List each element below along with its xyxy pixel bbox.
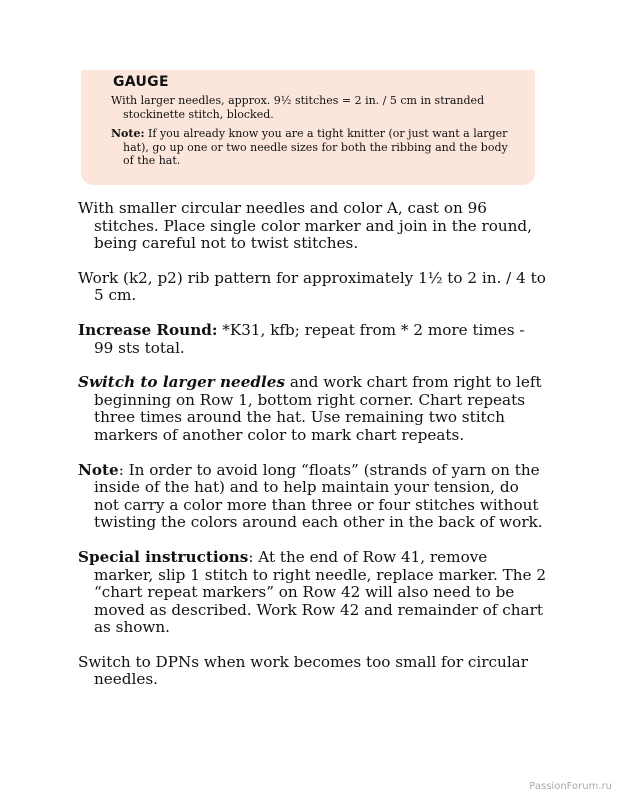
special-instructions-text: : At the end of Row 41, remove marker, slip 1 stitch to right needle, replace marker. The 2 “chart repeat markers” on Row 42 will also need to be moved as described. Work Row 42 and remainder of chart as shown. [94,547,547,637]
cast-on-paragraph: With smaller circular needles and color A, cast on 96 stitches. Place single color marker and join in the round, being careful not to twist stitches. [78,199,532,253]
floats-note-paragraph [78,462,548,532]
gauge-note-label: Note: [111,127,145,140]
floats-note-text: : In order to avoid long “floats” (strands of yarn on the inside of the hat) and to help maintain your tension, do not carry a color more than three or four stitches without twisting the colors around each other in the back of work. [94,460,543,532]
rib-paragraph: Work (k2, p2) rib pattern for approximately 1½ to 2 in. / 4 to 5 cm. [78,268,546,305]
larger-needles-label: Switch to larger needles [78,373,285,392]
floats-note-label: Note [78,460,119,479]
increase-round-label: Increase Round: [78,320,218,339]
gauge-box [81,70,535,185]
increase-round-text: *K31, kfb; repeat from * 2 more times - 99 sts total. [94,320,525,357]
special-instructions-paragraph [78,549,548,637]
watermark: PassionForum.ru [529,781,612,792]
gauge-measurement: With larger needles, approx. 9½ stitches = 2 in. / 5 cm in stranded stockinette stitch, blocked. [111,94,485,121]
dpn-paragraph: Switch to DPNs when work becomes too small for circular needles. [78,652,528,689]
gauge-note [111,127,521,168]
gauge-title: GAUGE [113,74,169,90]
increase-round-paragraph [78,322,548,357]
chart-paragraph [78,374,548,444]
gauge-note-text: If you already know you are a tight knitter (or just want a larger hat), go up one or two needle sizes for both the ribbing and the body of the hat. [123,127,508,167]
instructions [78,200,548,706]
chart-text: and work chart from right to left beginning on Row 1, bottom right corner. Chart repeats three times around the hat. Use remaining two stitch markers of another color to mark chart repeats. [94,373,542,444]
special-instructions-label: Special instructions [78,547,249,566]
